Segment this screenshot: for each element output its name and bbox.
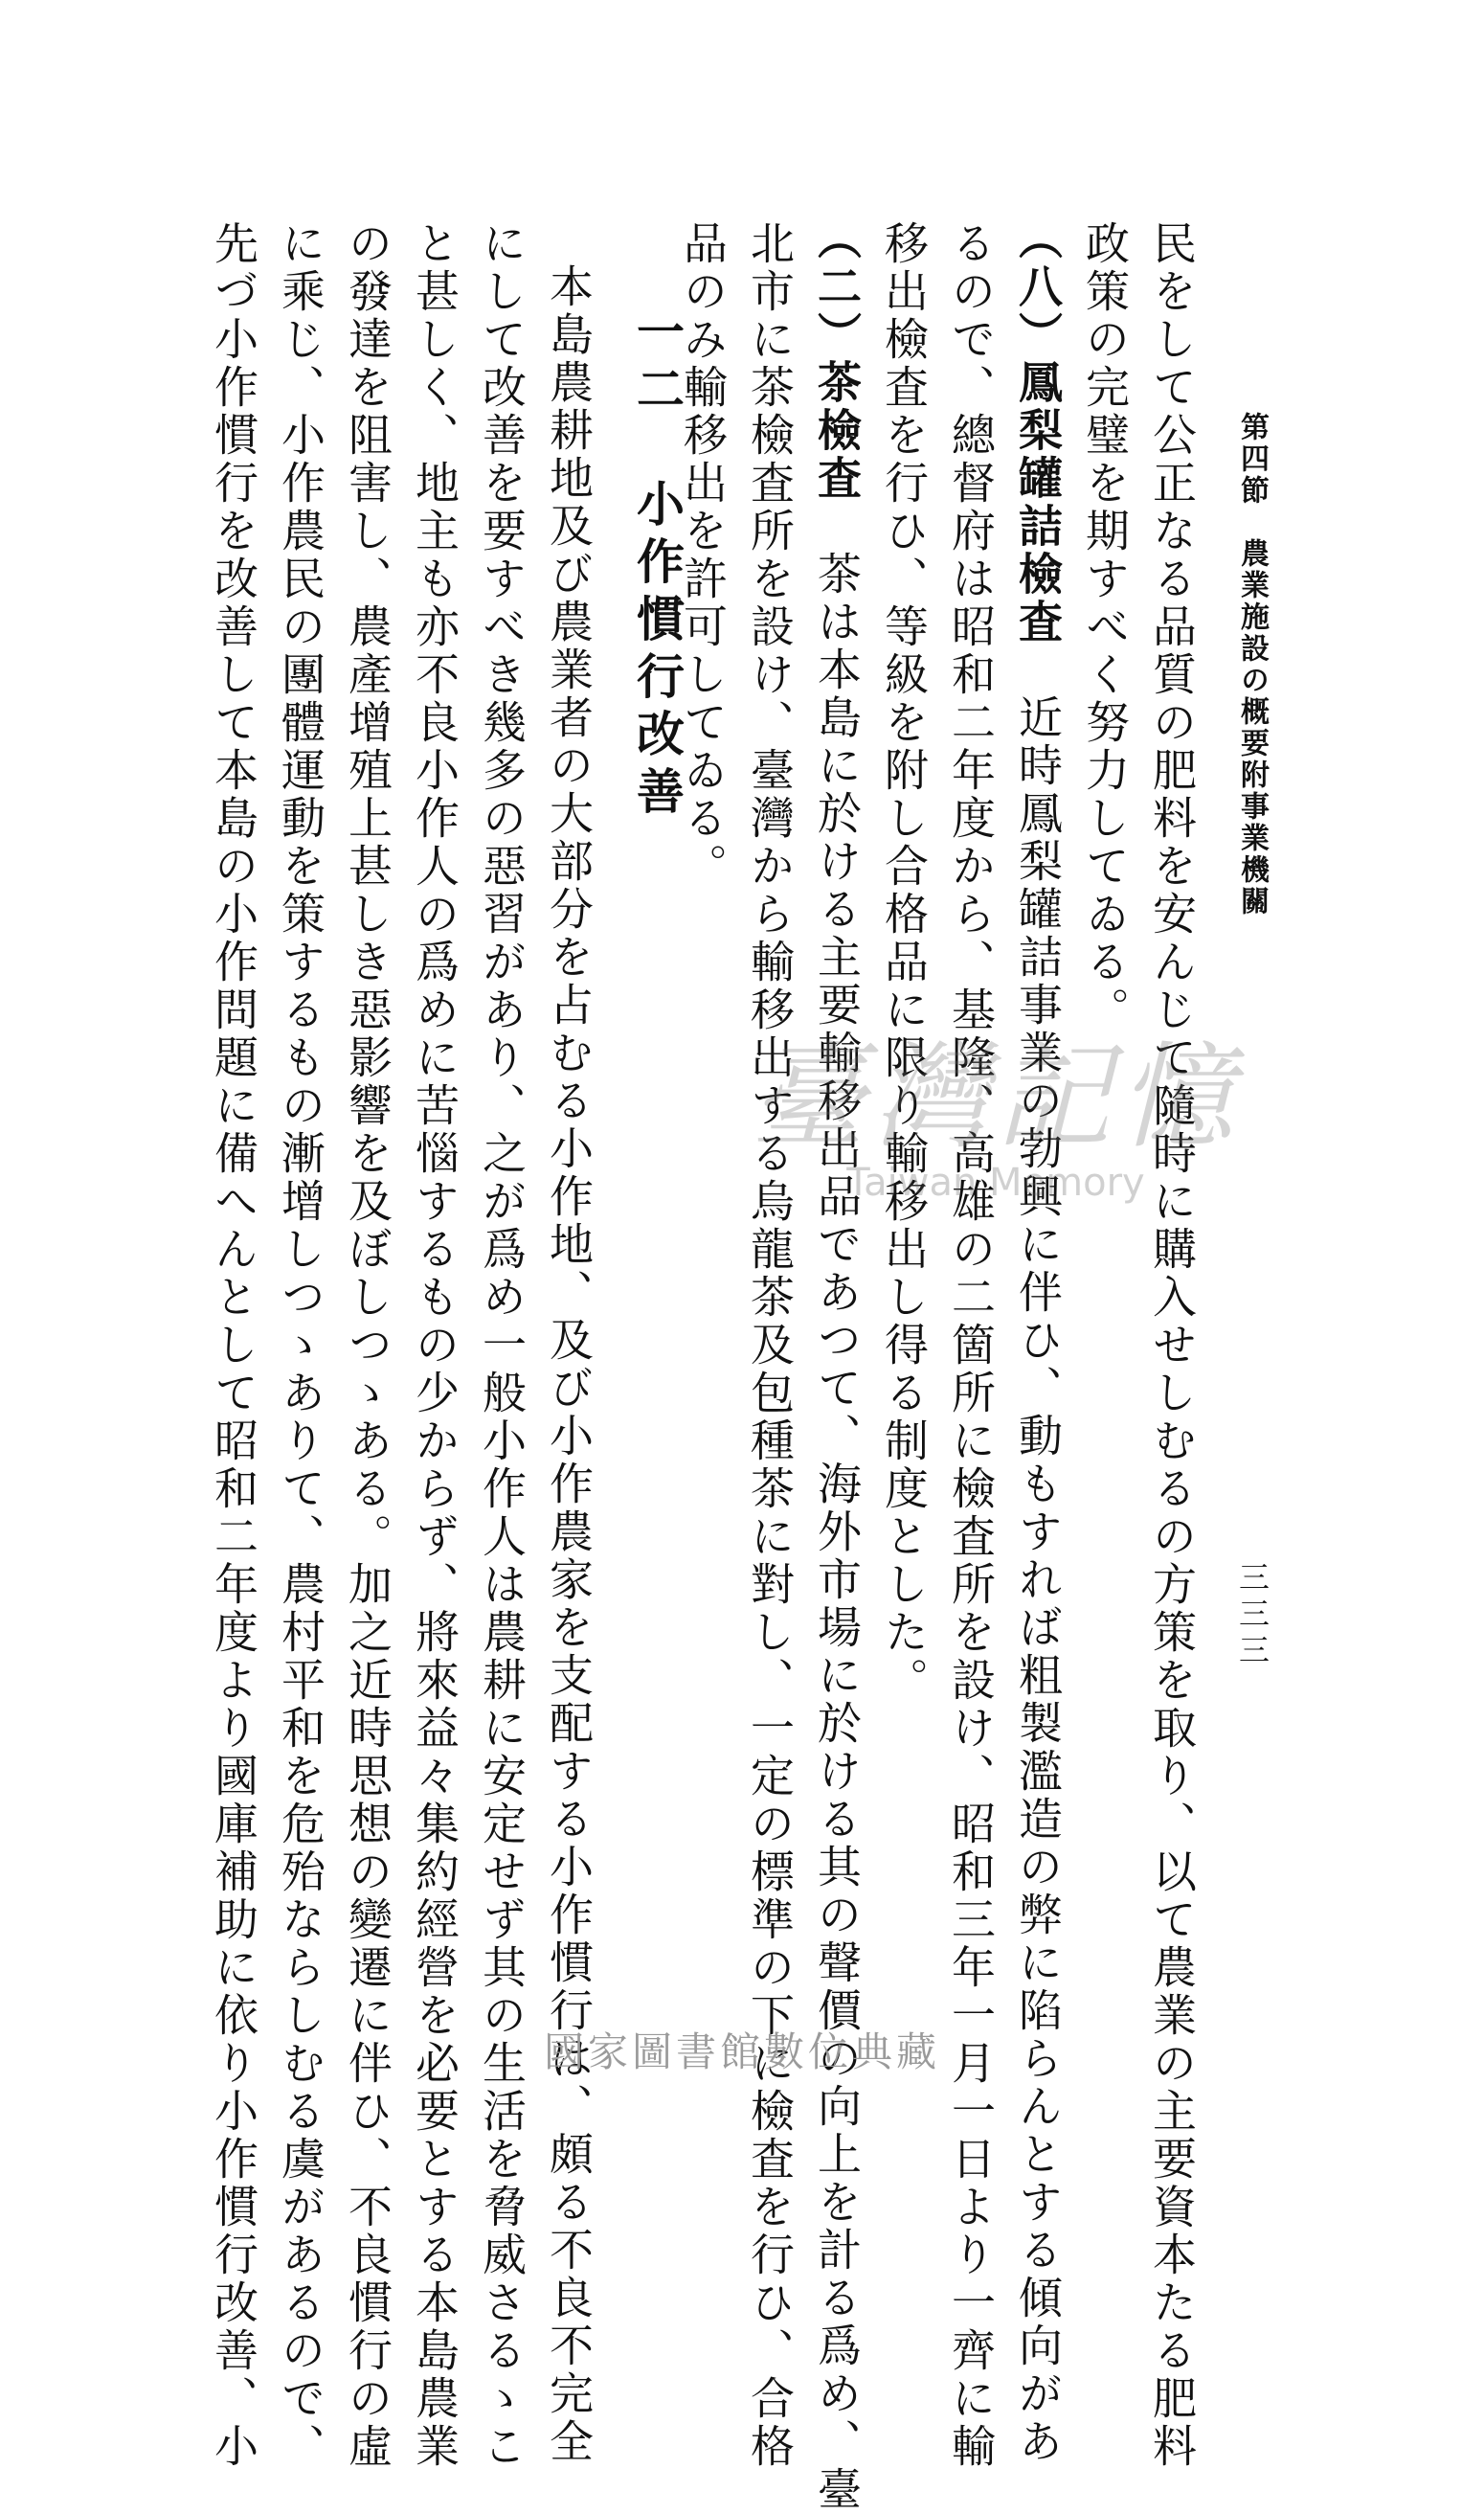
column-text: 品のみ輸移出を許可してゐる。 (677, 220, 729, 891)
text-column-9 (541, 263, 596, 2466)
watermark-chinese: 臺灣記憶 (751, 1031, 1241, 1165)
column-text: と甚しく、地主も亦不良小作人の爲めに苦惱するもの少からず、將來益々集約經營を必要とする本島農業 (409, 220, 461, 2471)
text-column-13 (273, 220, 328, 2471)
text-column-1 (1144, 220, 1200, 2471)
text-column-2 (1077, 220, 1133, 1034)
section-title: 一二 小作慣行改善 (629, 306, 685, 824)
subsection-heading: （二）茶檢査 (811, 215, 863, 503)
column-text: 政策の完璧を期すべく努力してゐる。 (1079, 220, 1131, 1034)
text-column-7 (742, 220, 798, 2471)
text-column-5 (876, 220, 932, 1705)
column-text: 近時鳳梨罐詰事業の勃興に伴ひ、動もすれば粗製濫造の弊に陷らんとする傾向があ (1012, 646, 1064, 2466)
column-text: 北市に茶檢査所を設け、臺灣から輸移出する烏龍茶及包種茶に對し、一定の標準の下に檢査を行ひ、合格 (744, 220, 796, 2471)
text-column-4 (943, 220, 999, 2471)
text-column-11 (407, 220, 462, 2471)
column-text: 民をして公正なる品質の肥料を安んじて隨時に購入せしむるの方策を取り、以て農業の主要資本たる肥料 (1146, 220, 1198, 2471)
text-column-12 (340, 220, 395, 2471)
column-text: るので、總督府は昭和二年度から、基隆、高雄の二箇所に檢査所を設け、昭和三年一月一日より一齊に輸 (945, 220, 997, 2471)
column-text: の發達を阻害し、農產增殖上甚しき惡影響を及ぼしつゝある。加之近時思想の變遷に伴ひ、不良慣行の虛 (342, 220, 393, 2471)
text-column-6 (809, 215, 865, 2514)
column-text: 移出檢査を行ひ、等級を附し合格品に限り輸移出し得る制度とした。 (878, 220, 930, 1705)
column-text: に乘じ、小作農民の團體運動を策するもの漸增しつゝありて、農村平和を危殆ならしむる虞があるので、 (275, 220, 326, 2471)
column-text: にして改善を要すべき幾多の惡習があり、之が爲め一般小作人は農耕に安定せず其の生活を脅威さるゝこ (476, 220, 528, 2471)
column-text: 本島農耕地及び農業者の大部分を占むる小作地、及び小作農家を支配する小作慣行は、頗る不良不完全 (543, 263, 595, 2466)
page-number: 三三三 (1234, 1561, 1270, 1670)
text-column-3 (1010, 215, 1066, 2466)
watermark-english: Taiwan Memory (846, 1161, 1145, 1205)
column-text: 茶は本島に於ける主要輸移出品であつて、海外市場に於ける其の聲價の向上を計る爲め、臺 (811, 503, 863, 2514)
column-text: 先づ小作慣行を改善して本島の小作問題に備へんとして昭和二年度より國庫補助に依り小作慣行改善、小 (208, 220, 259, 2471)
text-column-10 (474, 220, 529, 2471)
running-header: 第四節 農業施設の概要附事業機關 (1235, 412, 1269, 917)
text-column-14 (206, 220, 261, 2471)
subsection-heading: （八）鳳梨罐詰檢査 (1012, 215, 1064, 646)
footer-credit: 國家圖書館數位典藏 (543, 2028, 940, 2075)
